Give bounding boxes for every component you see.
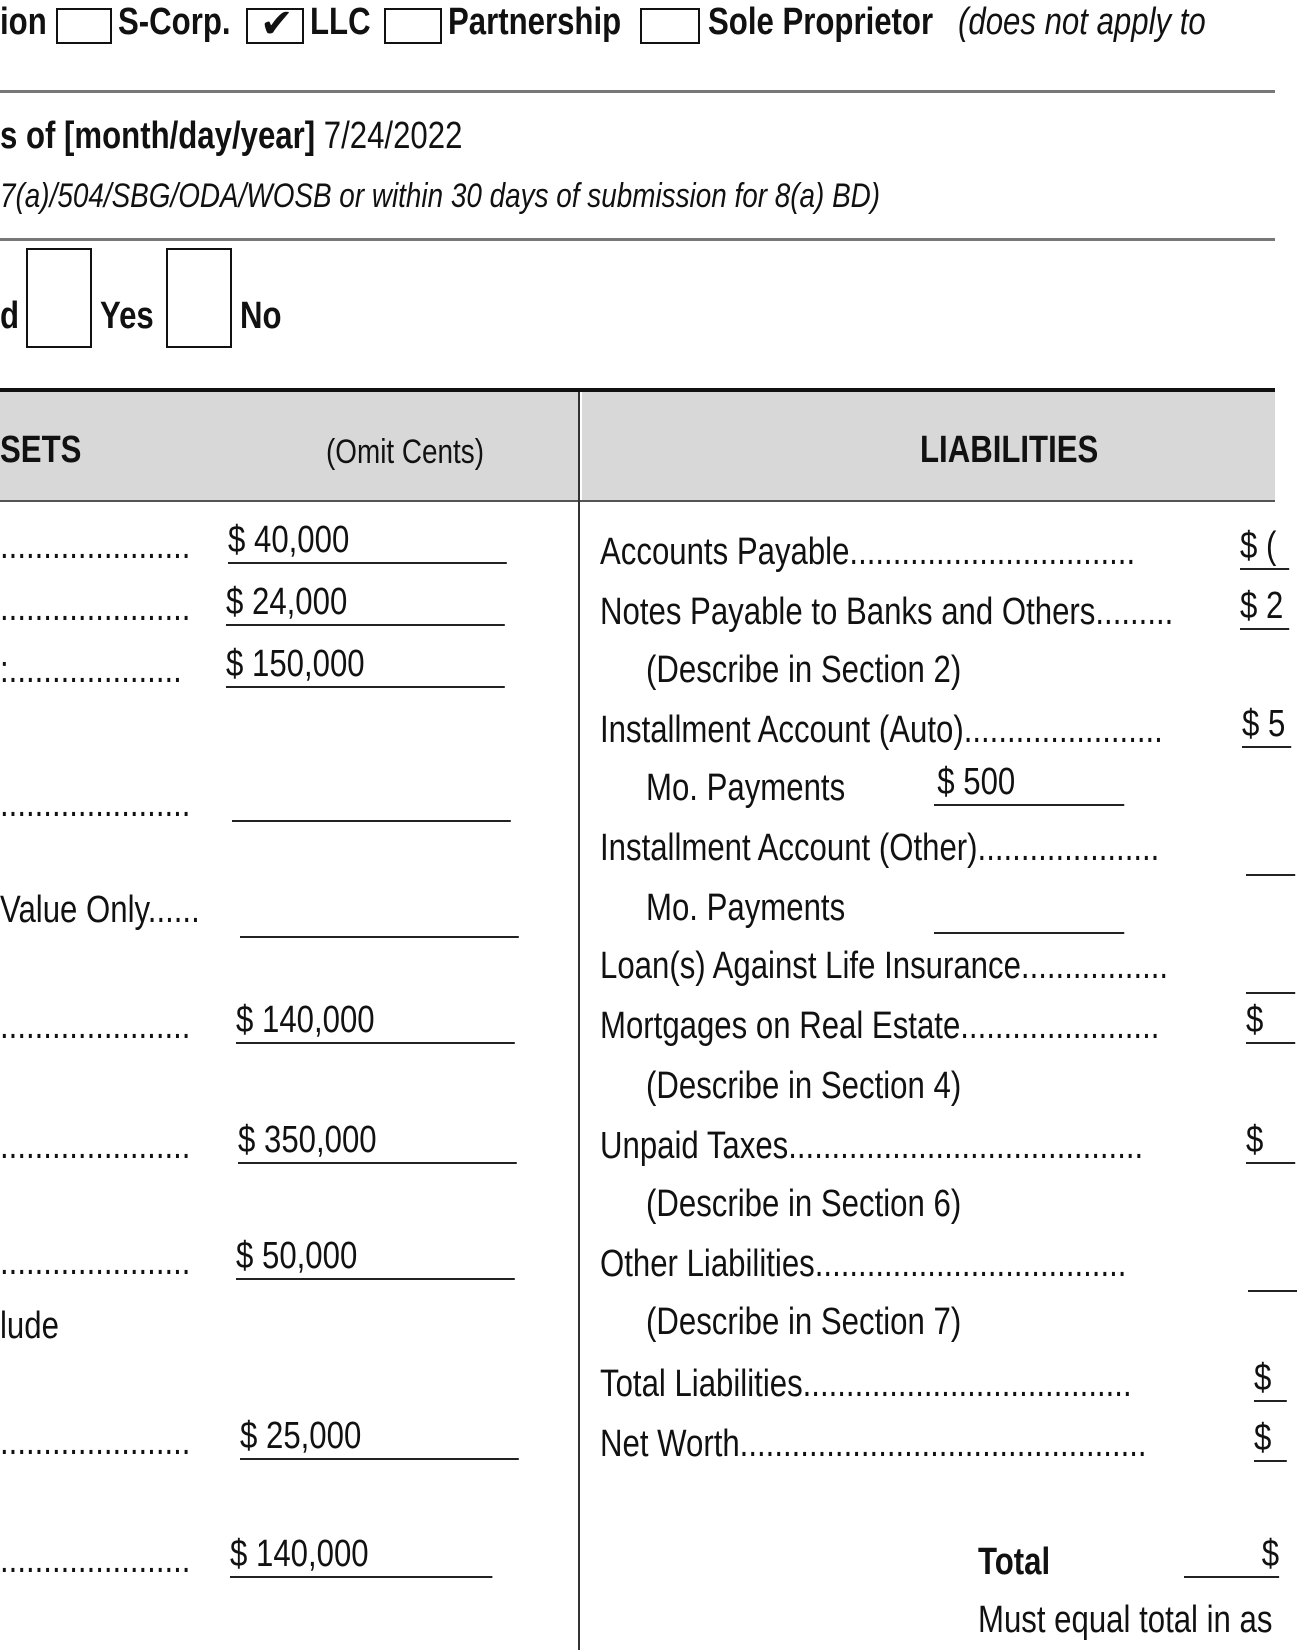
entity-label-partnership: Partnership (448, 1, 622, 43)
asset-value-field[interactable] (232, 776, 511, 822)
asset-value-field[interactable]: $ 140,000 (230, 1532, 492, 1578)
liabilities-title: LIABILITIES (920, 429, 1099, 471)
asset-row-label: ...................... (0, 1539, 191, 1581)
liability-row-label: Accounts Payable................................. (600, 531, 1136, 573)
asset-value-field[interactable]: $ 25,000 (240, 1414, 519, 1460)
as-of-date-value[interactable]: 7/24/2022 (323, 115, 463, 157)
liability-row-label: Mortgages on Real Estate....................... (600, 1005, 1160, 1047)
asset-value-field[interactable]: $ 150,000 (226, 642, 505, 688)
liability-row-label: Net Worth............................................... (600, 1423, 1147, 1465)
entity-label-s-corp: S-Corp. (118, 1, 231, 43)
mo-payments-value-field[interactable] (934, 888, 1124, 934)
column-divider (578, 392, 580, 1650)
liability-row-note: (Describe in Section 2) (646, 649, 962, 691)
liability-row-label: Installment Account (Auto)....................... (600, 709, 1163, 751)
asset-row-label: ...................... (0, 1241, 191, 1283)
as-of-date-label: s of [month/day/year] (0, 115, 316, 157)
entity-note: (does not apply to (958, 1, 1206, 43)
liability-row-label: Notes Payable to Banks and Others......... (600, 591, 1174, 633)
asset-row-label: lude (0, 1305, 59, 1347)
entity-checkbox-s-corp[interactable] (56, 8, 112, 44)
liability-row-label: Other Liabilities.................................... (600, 1243, 1127, 1285)
header-bottom-border (0, 500, 1275, 502)
asset-row-label: Value Only...... (0, 889, 200, 931)
mo-payments-value: $ 500 (937, 761, 1016, 803)
divider (0, 238, 1275, 241)
entity-label-llc: LLC (310, 1, 371, 43)
liability-row-label: Unpaid Taxes......................................... (600, 1125, 1144, 1167)
liability-row-label: Total Liabilities...................................... (600, 1363, 1132, 1405)
asset-row-label: ...................... (0, 783, 191, 825)
asset-row-label: :.................... (0, 649, 182, 691)
asset-row-label: ...................... (0, 525, 191, 567)
asset-row-label: ...................... (0, 1421, 191, 1463)
liability-row-note: (Describe in Section 6) (646, 1183, 962, 1225)
total-value-field[interactable]: $ (1184, 1532, 1279, 1578)
entity-checkbox-partnership[interactable] (384, 8, 442, 44)
total-note: Must equal total in as (978, 1599, 1273, 1641)
assets-title: SETS (0, 429, 82, 471)
entity-prefix: ion (0, 1, 47, 43)
liability-value-field[interactable] (1248, 1246, 1297, 1292)
liability-row-label: Loan(s) Against Life Insurance................. (600, 945, 1169, 987)
date-instruction: 7(a)/504/SBG/ODA/WOSB or within 30 days of submission for 8(a) BD) (0, 177, 881, 215)
omit-cents-note: (Omit Cents) (326, 433, 485, 471)
entity-checkbox-llc[interactable] (246, 2, 304, 46)
asset-value-field[interactable]: $ 24,000 (226, 580, 505, 626)
no-checkbox[interactable] (166, 248, 232, 348)
as-of-date-row (0, 114, 462, 158)
assets-header (0, 392, 578, 500)
asset-row-label: ...................... (0, 1005, 191, 1047)
mo-payments-value-field[interactable] (934, 760, 1124, 806)
yes-checkbox[interactable] (26, 248, 92, 348)
asset-row-label: ...................... (0, 1125, 191, 1167)
total-label: Total (978, 1541, 1051, 1583)
liability-row-label: Installment Account (Other)..................... (600, 827, 1160, 869)
asset-value-field[interactable]: $ 40,000 (228, 518, 507, 564)
liability-value-field[interactable]: $ (1246, 998, 1295, 1044)
mo-payments-label: Mo. Payments (646, 887, 846, 929)
liability-value-field[interactable] (1246, 830, 1295, 876)
mo-payments-label: Mo. Payments (646, 767, 846, 809)
asset-value-field[interactable]: $ 140,000 (236, 998, 515, 1044)
liability-value-field[interactable]: $ 2 (1240, 584, 1289, 630)
entity-label-sole-proprietor: Sole Proprietor (708, 1, 934, 43)
liability-value-field[interactable]: $ (1246, 1118, 1295, 1164)
liability-value-field[interactable] (1246, 948, 1295, 994)
married-prefix: d (0, 295, 20, 337)
entity-checkbox-sole-proprietor[interactable] (640, 8, 700, 44)
liability-value-field[interactable]: $ (1254, 1356, 1287, 1402)
asset-value-field[interactable]: $ 350,000 (238, 1118, 517, 1164)
asset-row-label: ...................... (0, 587, 191, 629)
checkmark-icon: ✔ (260, 2, 294, 46)
liability-value-field[interactable]: $ (1254, 1416, 1287, 1462)
liability-row-note: (Describe in Section 4) (646, 1065, 962, 1107)
divider (0, 90, 1275, 93)
asset-value-field[interactable] (240, 892, 519, 938)
no-label: No (240, 295, 282, 337)
liability-row-note: (Describe in Section 7) (646, 1301, 962, 1343)
asset-value-field[interactable]: $ 50,000 (236, 1234, 515, 1280)
liability-value-field[interactable]: $ ( (1240, 524, 1289, 570)
liability-value-field[interactable]: $ 5 (1242, 702, 1291, 748)
yes-label: Yes (100, 295, 154, 337)
